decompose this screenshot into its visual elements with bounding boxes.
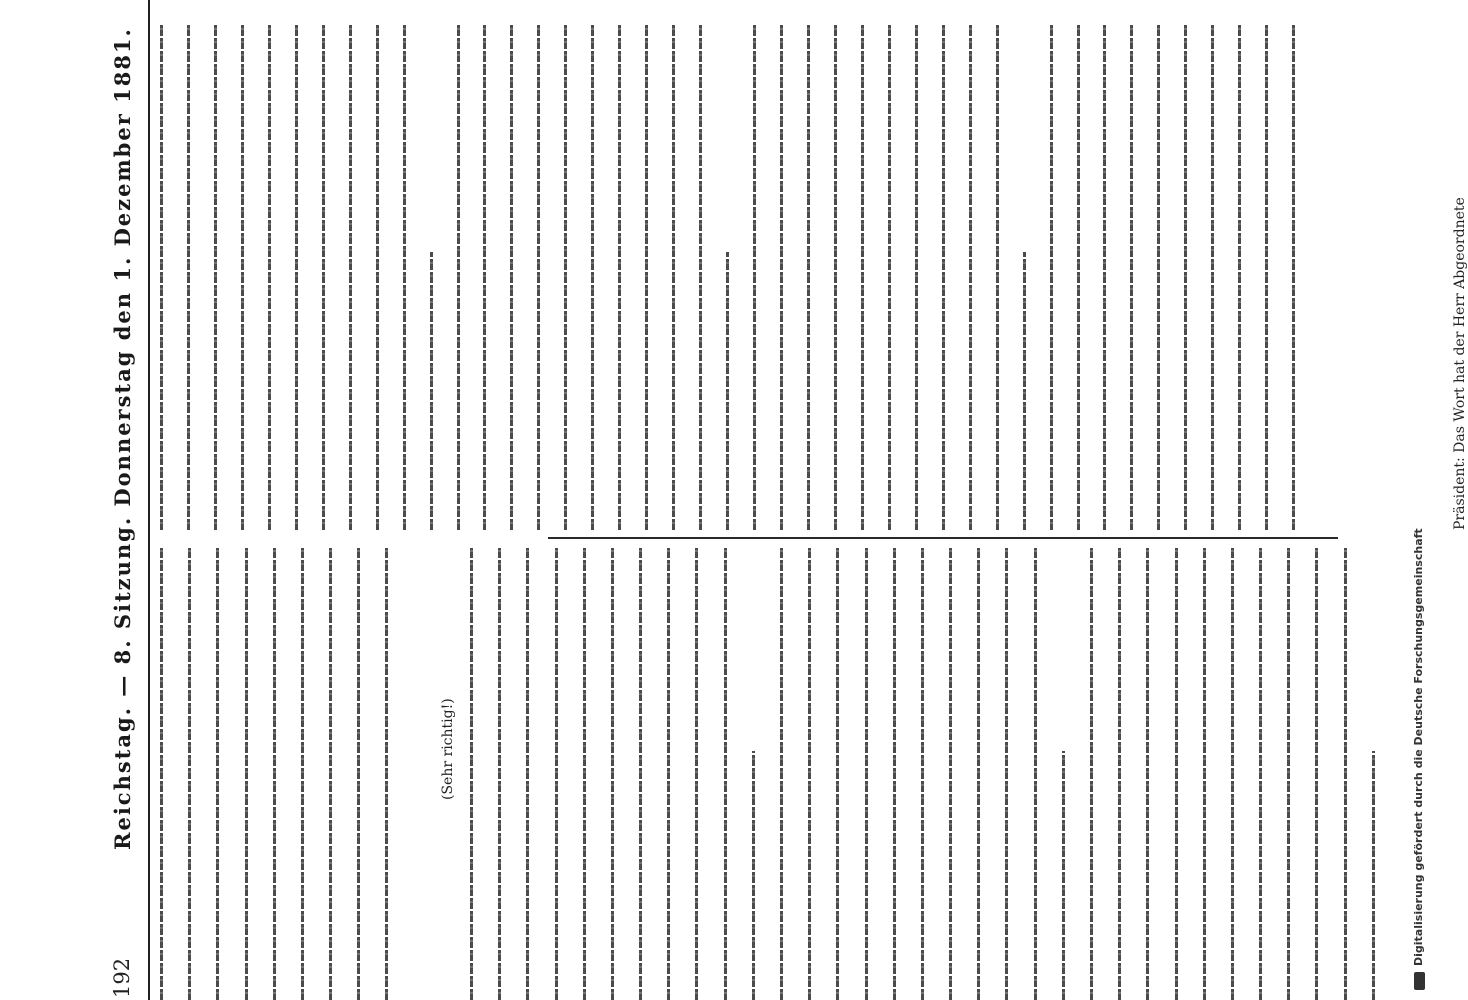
header-rule [148,0,150,1000]
text-line [160,548,163,1000]
text-line [1023,252,1026,530]
text-line [699,24,702,530]
text-line [1203,548,1206,1000]
text-line [1090,548,1093,1000]
text-line [1157,24,1160,530]
text-line [1175,548,1178,1000]
text-line [1231,548,1234,1000]
text-line [1005,548,1008,1000]
text-line [187,24,190,530]
running-header: Reichstag. — 8. Sitzung. Donnerstag den 1. Dezember 1881. [110,27,135,850]
text-line [1265,24,1268,530]
text-line [498,548,501,1000]
text-line [915,24,918,530]
text-line [893,548,896,1000]
text-line [188,548,191,1000]
text-line [357,548,360,1000]
text-line [1211,24,1214,530]
text-line [921,548,924,1000]
right-text-column [152,18,1468,530]
text-line [1062,751,1065,1000]
text-line [1103,24,1106,530]
credit-text: Digitalisierung gefördert durch die Deutsche Forschungsgemeinschaft [1412,528,1425,966]
text-line [645,24,648,530]
text-line [1118,548,1121,1000]
text-line [752,751,755,1000]
text-line [537,24,540,530]
text-line [618,24,621,530]
text-line [555,548,558,1000]
text-line [996,24,999,530]
text-line [1315,548,1318,1000]
text-line [483,24,486,530]
text-line [301,548,304,1000]
text-line [564,24,567,530]
text-line [942,24,945,530]
left-text-column [152,545,1416,1000]
text-line [591,24,594,530]
text-line [724,548,727,1000]
text-line [808,548,811,1000]
text-line [160,24,163,530]
text-line [1238,24,1241,530]
text-line [807,24,810,530]
text-line [865,548,868,1000]
text-line [726,252,729,530]
page-number: 192 [110,957,134,998]
text-line [672,24,675,530]
text-line [780,548,783,1000]
text-line [526,548,529,1000]
text-line [1292,24,1295,530]
text-line [639,548,642,1000]
text-line [834,24,837,530]
dfg-logo-icon [1414,972,1425,990]
text-line [216,548,219,1000]
text-line [949,548,952,1000]
text-line [470,548,473,1000]
text-line [1146,548,1149,1000]
text-line [457,24,460,530]
text-line [888,24,891,530]
text-line [268,24,271,530]
text-line [667,548,670,1000]
text-line [836,548,839,1000]
page-header [104,0,144,1000]
text-line [273,548,276,1000]
text-line [1344,548,1347,1000]
text-line [322,24,325,530]
text-line [376,24,379,530]
text-line [214,24,217,530]
text-line [1130,24,1133,530]
text-line [349,24,352,530]
text-line [385,548,388,1000]
text-line [1077,24,1080,530]
text-line [245,548,248,1000]
text-line [1287,548,1290,1000]
interjection: (Sehr richtig!) [440,698,456,800]
text-line [695,548,698,1000]
text-line [780,24,783,530]
text-line [1034,548,1037,1000]
text-line [1050,24,1053,530]
text-line [241,24,244,530]
text-line [1259,548,1262,1000]
text-line [1184,24,1187,530]
text-line [403,24,406,530]
text-line [611,548,614,1000]
text-line [969,24,972,530]
president-closing-line: Präsident: Das Wort hat der Herr Abgeordnete [1452,197,1468,530]
text-line [753,24,756,530]
text-line [861,24,864,530]
text-line [329,548,332,1000]
text-line [295,24,298,530]
text-line [583,548,586,1000]
text-line [977,548,980,1000]
column-divider [548,537,1338,539]
text-line [1372,751,1375,1000]
digitization-credit [1412,528,1425,990]
text-line [430,252,433,530]
text-line [510,24,513,530]
